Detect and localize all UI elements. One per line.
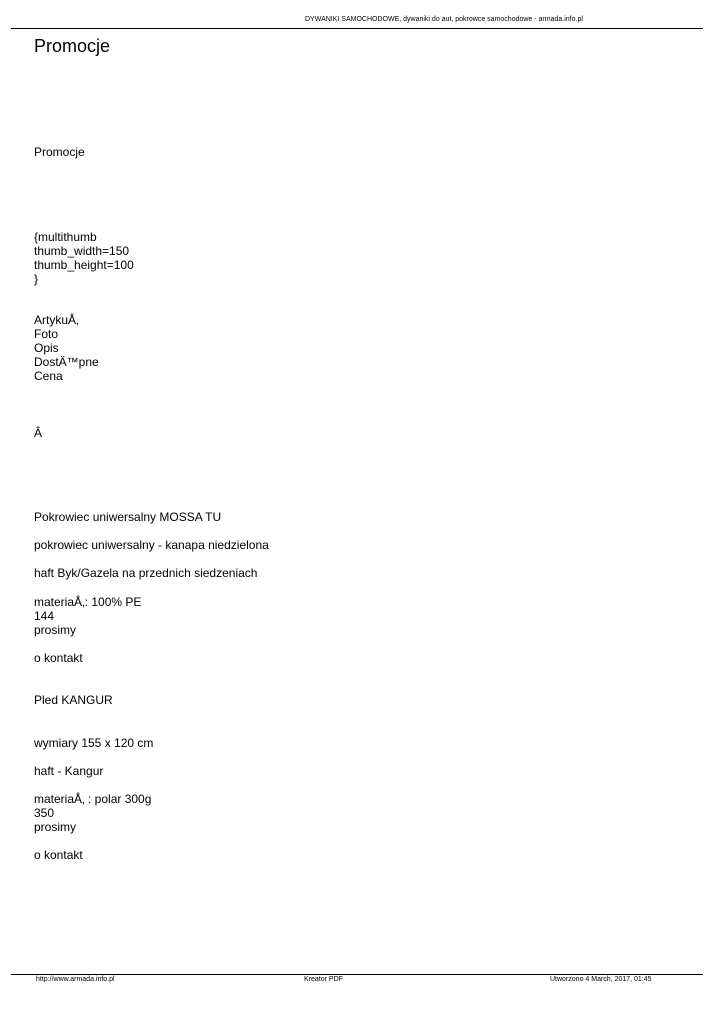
header-site-title: DYWANIKI SAMOCHODOWE, dywaniki do aut, pokrowce samochodowe - armada.info.pl [305,16,583,23]
stray-character: Â [34,426,43,440]
footer-created-date: Utworzono 4 March, 2017, 01:45 [550,976,652,983]
table-header-article: ArtykuÅ‚ [34,313,79,327]
product-price: o kontakt [34,651,83,665]
product-available: 350 [34,806,55,820]
footer-divider [11,974,703,975]
product-material: materiaÅ‚ : polar 300g [34,792,152,806]
table-header-price: Cena [34,369,63,383]
intro-text: Promocje [34,145,85,159]
multithumb-line: {multithumb [34,230,97,244]
product-name: Pled KANGUR [34,693,113,707]
multithumb-line: thumb_height=100 [34,258,134,272]
product-description: wymiary 155 x 120 cm [34,736,154,750]
product-material: materiaÅ‚: 100% PE [34,595,142,609]
table-header-photo: Foto [34,327,59,341]
table-header-available: DostÄ™pne [34,355,99,369]
multithumb-line: } [34,272,39,286]
page-title: Promocje [34,36,111,56]
header-divider [11,28,703,29]
product-available: 144 [34,609,55,623]
product-price: prosimy [34,623,77,637]
product-price: o kontakt [34,848,83,862]
footer-url: http://www.armada.info.pl [36,976,115,983]
product-description: haft Byk/Gazela na przednich siedzeniach [34,566,258,580]
multithumb-line: thumb_width=150 [34,244,130,258]
product-name: Pokrowiec uniwersalny MOSSA TU [34,510,222,524]
product-description: pokrowiec uniwersalny - kanapa niedzielona [34,538,269,552]
product-description: haft - Kangur [34,764,104,778]
product-price: prosimy [34,820,77,834]
footer-generator: Kreator PDF [304,976,343,983]
table-header-description: Opis [34,341,59,355]
